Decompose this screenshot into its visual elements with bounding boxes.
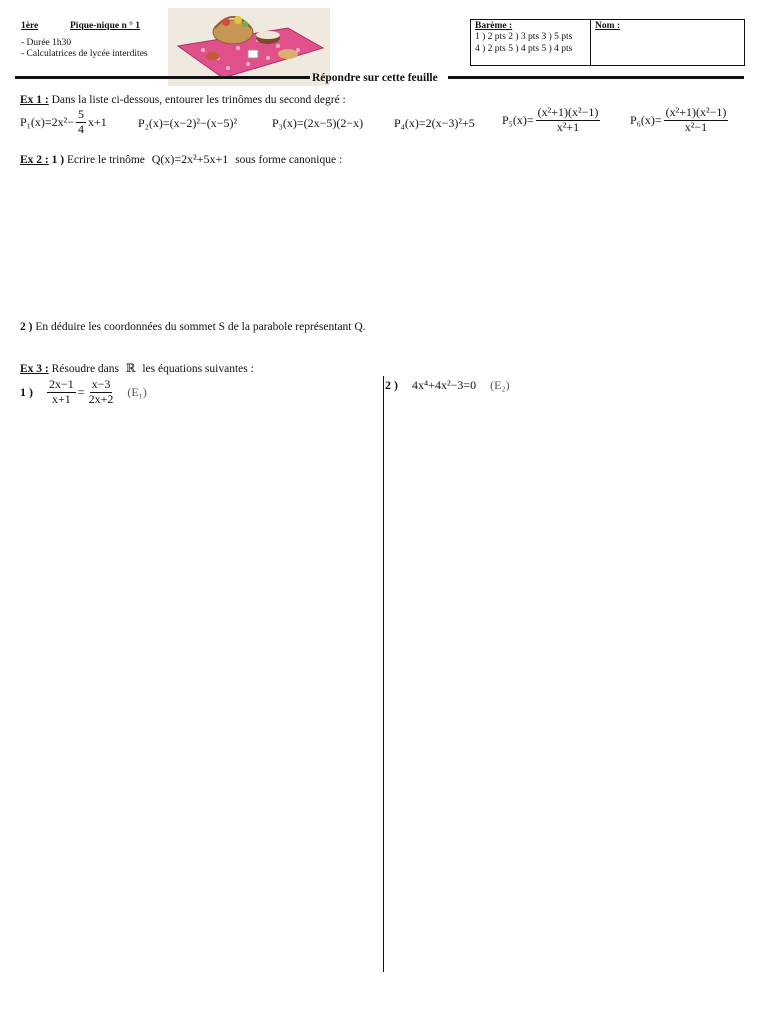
polynomial-p6[interactable]	[630, 106, 730, 135]
ex2-label: Ex 2 :	[20, 154, 49, 166]
ex1-instruction: Dans la liste ci-dessous, entourer les trinômes du second degré :	[51, 94, 346, 106]
ex2-q1-end: sous forme canonique :	[235, 154, 343, 166]
e1-lhs-den: x+1	[52, 391, 71, 406]
ex3-instruction-a: Résoudre dans	[51, 363, 120, 375]
ex3-e1-answer-space[interactable]	[20, 410, 375, 970]
ex1-label: Ex 1 :	[20, 94, 49, 106]
header-rule-left	[15, 76, 310, 79]
ex2-q2-number: 2 )	[20, 321, 33, 333]
p5-lhs: P₅(x)=	[502, 112, 534, 127]
p5-fraction	[536, 106, 601, 135]
duration-note: - Durée 1h30	[21, 38, 72, 48]
e1-lhs-fraction	[47, 378, 76, 407]
p1-rhs: x+1	[87, 114, 107, 129]
ex2-q2-answer-space[interactable]	[20, 338, 745, 358]
polynomial-p2[interactable]: P₂(x)=(x−2)²−(x−5)²	[138, 116, 238, 130]
e1-rhs-num: x−3	[91, 377, 111, 391]
p6-fraction-den: x²−1	[684, 119, 708, 134]
name-field-label: Nom :	[595, 21, 621, 31]
ex2-q1-number: 1 )	[51, 154, 65, 166]
grading-scale-line-2: 4 ) 2 pts 5 ) 4 pts 5 ) 4 pts	[475, 43, 573, 54]
ex3-heading	[20, 363, 254, 377]
picnic-illustration	[168, 8, 330, 86]
ex1-heading	[20, 94, 346, 108]
polynomial-p5[interactable]	[502, 106, 602, 135]
grading-scale-line-1: 1 ) 2 pts 2 ) 3 pts 3 ) 5 pts	[475, 32, 573, 43]
polynomial-p4[interactable]: P₄(x)=2(x−3)²+5	[394, 116, 475, 130]
answer-instruction: Répondre sur cette feuille	[312, 72, 438, 84]
e1-equals: =	[77, 384, 85, 399]
p1-fraction-den: 4	[77, 121, 84, 136]
worksheet-title: Pique-nique n ° 1	[70, 21, 141, 31]
ex2-q2-text: En déduire les coordonnées du sommet S de la parabole représentant Q.	[35, 321, 366, 333]
e2-label: (E₂)	[490, 378, 510, 392]
calculator-note: - Calculatrices de lycée interdites	[21, 49, 148, 59]
p5-fraction-num: (x²+1)(x²−1)	[537, 105, 599, 119]
ex2-question-1	[20, 152, 342, 168]
e2-number: 2 )	[385, 378, 398, 392]
e1-rhs-fraction	[87, 378, 116, 407]
e1-rhs-den: 2x+2	[88, 391, 114, 406]
column-divider	[383, 376, 384, 972]
p1-fraction-num: 5	[77, 107, 84, 121]
equation-e2	[385, 378, 510, 393]
class-label: 1ère	[21, 21, 39, 31]
ex3-e2-answer-space[interactable]	[392, 410, 745, 970]
ex2-q1-text: Ecrire le trinôme	[66, 154, 145, 166]
p5-fraction-den: x²+1	[556, 119, 580, 134]
real-numbers-symbol: ℝ	[125, 363, 136, 375]
ex2-q1-answer-space[interactable]	[20, 172, 745, 312]
p1-lhs: P₁(x)=2x²−	[20, 114, 74, 129]
p6-fraction	[664, 106, 729, 135]
p6-lhs: P₆(x)=	[630, 112, 662, 127]
grading-scale-title: Barème :	[475, 21, 513, 31]
ex3-instruction-b: les équations suivantes :	[142, 363, 254, 375]
p6-fraction-num: (x²+1)(x²−1)	[665, 105, 727, 119]
header-rule-right	[448, 76, 744, 79]
e1-number: 1 )	[20, 384, 33, 399]
p1-fraction	[76, 108, 86, 137]
e1-label: (E₁)	[127, 384, 147, 399]
grading-scale-box	[470, 19, 745, 66]
polynomial-p1[interactable]	[20, 108, 107, 137]
polynomial-p3[interactable]: P₃(x)=(2x−5)(2−x)	[272, 116, 364, 130]
e2-equation: 4x⁴+4x²−3=0	[412, 378, 477, 392]
equation-e1	[20, 378, 147, 407]
ex3-label: Ex 3 :	[20, 363, 49, 375]
ex2-q1-polynomial: Q(x)=2x²+5x+1	[151, 152, 229, 166]
ex2-question-2	[20, 321, 366, 335]
e1-lhs-num: 2x−1	[49, 377, 74, 391]
